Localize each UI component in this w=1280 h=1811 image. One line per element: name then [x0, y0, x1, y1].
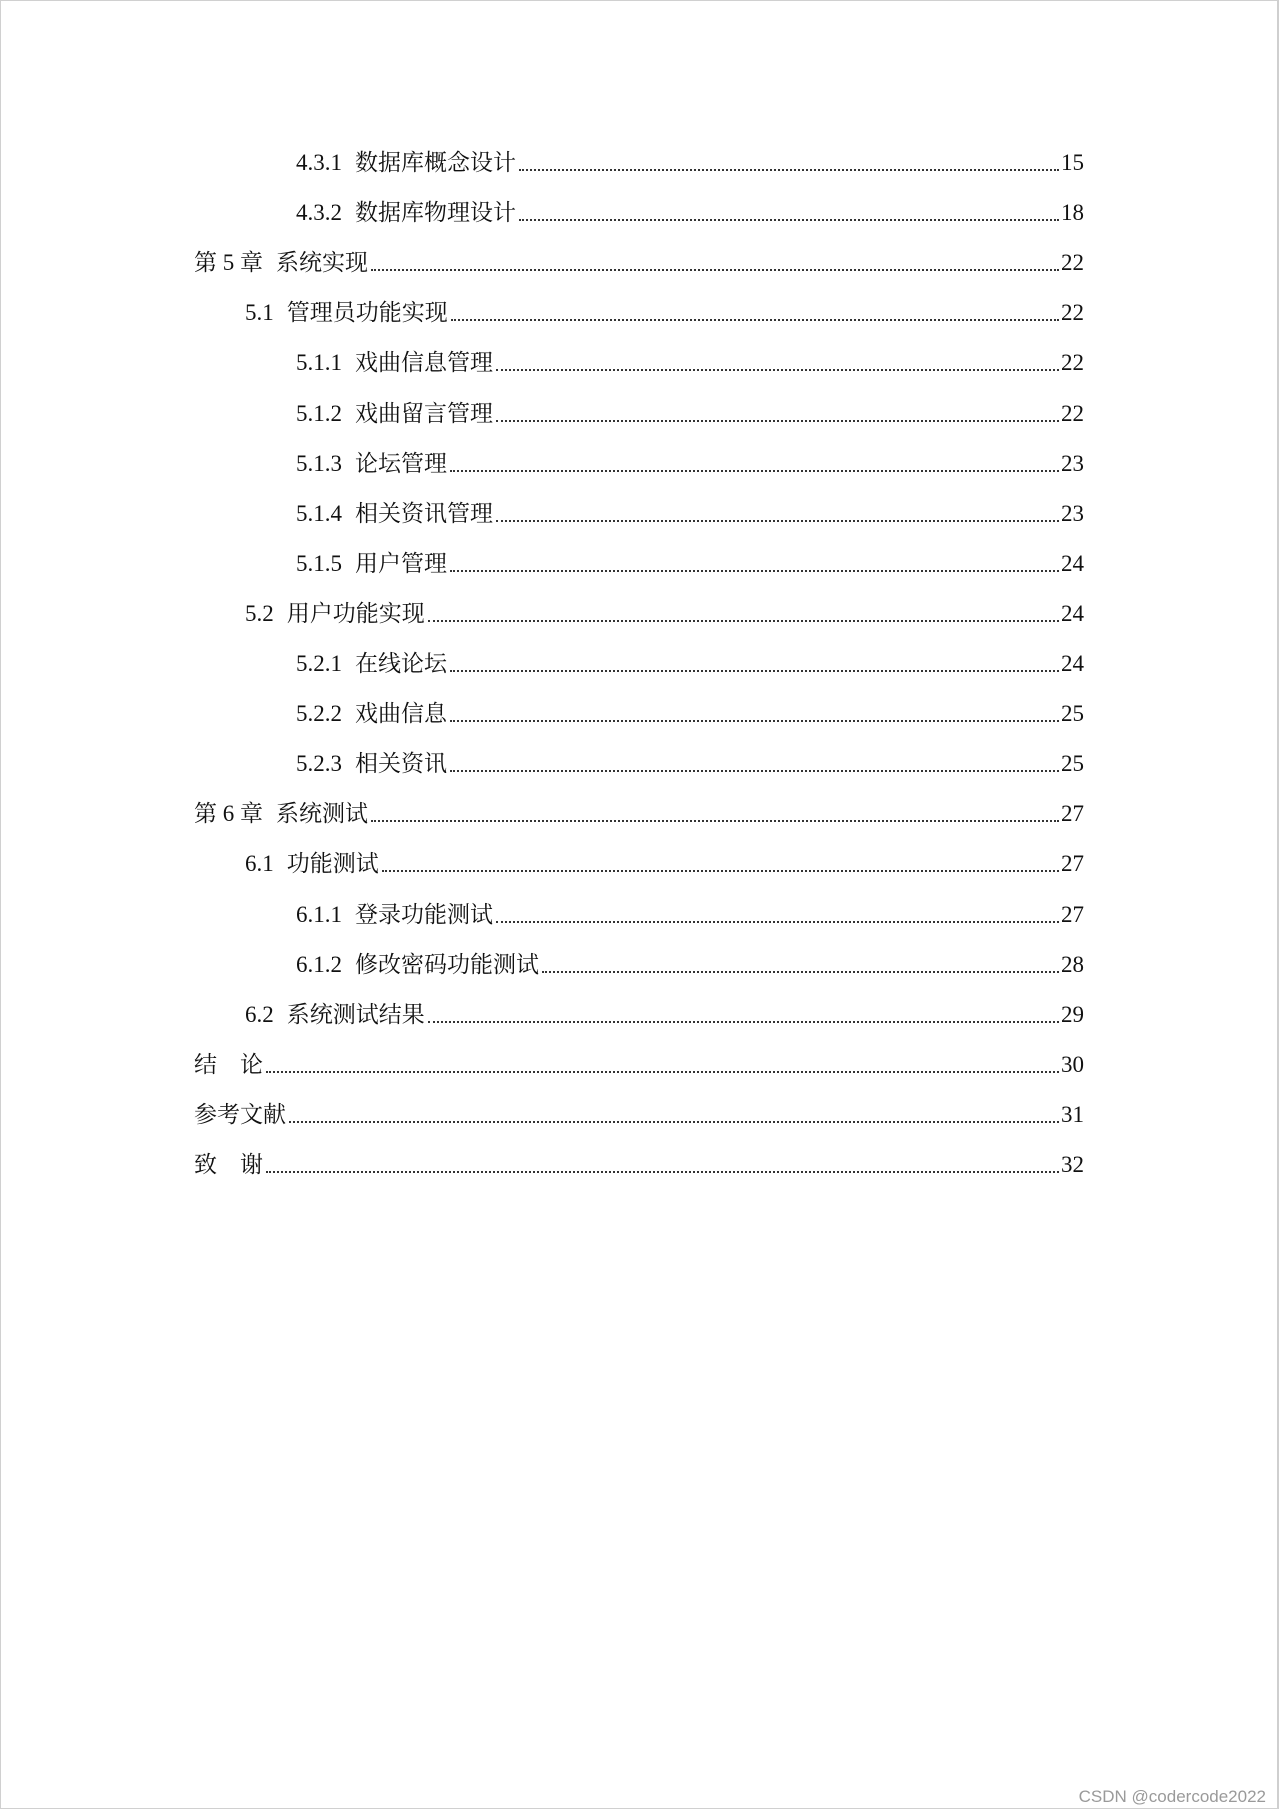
toc-entry-title: 致 谢	[194, 1152, 263, 1177]
toc-entry-title: 系统测试	[276, 801, 368, 827]
toc-entry-page: 22	[1061, 350, 1084, 376]
toc-entry-title: 戏曲信息	[355, 701, 447, 727]
toc-entry-number: 4.3.2	[296, 200, 342, 226]
toc-entry-page: 27	[1061, 901, 1084, 927]
toc-entry-number: 5.2	[245, 600, 274, 626]
toc-entry-page: 28	[1061, 951, 1084, 977]
toc-entry-page: 24	[1061, 600, 1084, 626]
toc-entry-title: 戏曲留言管理	[355, 400, 493, 426]
toc-entry-number: 6.1.1	[296, 901, 342, 927]
toc-entry-title: 登录功能测试	[355, 901, 493, 927]
toc-entry-page: 27	[1061, 851, 1084, 877]
toc-entry-number: 5.1.1	[296, 350, 342, 376]
watermark: CSDN @codercode2022	[1078, 1787, 1266, 1806]
toc-entry-title: 用户功能实现	[286, 600, 425, 626]
dot-leader	[382, 869, 1059, 872]
dot-leader	[289, 1120, 1059, 1123]
toc-entry-page: 24	[1061, 651, 1084, 676]
toc-entry-page: 27	[1061, 801, 1084, 827]
toc-entry[interactable]	[296, 198, 1084, 228]
toc-entry-page: 22	[1061, 300, 1084, 326]
toc-entry[interactable]	[296, 148, 1084, 178]
toc-entry-page: 25	[1061, 751, 1084, 777]
dot-leader	[450, 469, 1059, 472]
toc-entry-title: 功能测试	[286, 851, 379, 877]
toc-entry-title: 修改密码功能测试	[355, 951, 539, 977]
toc-entry-number: 6.2	[245, 1001, 274, 1027]
toc-entry-number: 5.2.3	[296, 751, 342, 777]
toc-entry-title: 管理员功能实现	[286, 300, 448, 326]
toc-entry[interactable]	[245, 298, 1084, 328]
dot-leader	[496, 519, 1059, 522]
toc-entry-page: 25	[1061, 701, 1084, 727]
toc-entry-title: 在线论坛	[355, 651, 447, 676]
toc-entry-number: 5.2.1	[296, 651, 342, 676]
toc-entry-page: 22	[1061, 400, 1084, 426]
toc-entry[interactable]	[296, 749, 1084, 779]
toc-entry-page: 24	[1061, 550, 1084, 576]
dot-leader	[428, 619, 1059, 622]
toc-entry-title: 用户管理	[355, 550, 447, 576]
toc-entry-number: 第 5 章	[194, 250, 263, 276]
toc-entry-page: 31	[1061, 1101, 1084, 1127]
toc-entry-page: 29	[1061, 1001, 1084, 1027]
dot-leader	[496, 920, 1059, 923]
toc-entry[interactable]	[194, 1150, 1084, 1180]
toc-entry-page: 22	[1061, 250, 1084, 276]
toc-entry[interactable]	[194, 248, 1084, 278]
toc-entry[interactable]	[296, 399, 1084, 429]
toc-entry[interactable]	[194, 799, 1084, 829]
toc-entry[interactable]	[245, 849, 1084, 879]
toc-entry[interactable]	[296, 348, 1084, 378]
dot-leader	[450, 569, 1059, 572]
toc-entry-title: 系统测试结果	[286, 1001, 425, 1027]
toc-entry-page: 18	[1061, 200, 1084, 226]
toc-entry[interactable]	[194, 1100, 1084, 1130]
dot-leader	[496, 419, 1059, 422]
toc-entry-title: 数据库物理设计	[355, 200, 516, 226]
toc-entry-title: 戏曲信息管理	[355, 350, 493, 376]
toc-entry-number: 5.1.2	[296, 400, 342, 426]
toc-entry[interactable]	[296, 649, 1084, 679]
toc-entry-page: 23	[1061, 500, 1084, 526]
dot-leader	[428, 1020, 1059, 1023]
dot-leader	[496, 368, 1059, 371]
toc-entry-number: 5.1.4	[296, 500, 342, 526]
toc-entry-page: 15	[1061, 150, 1084, 175]
toc-entry-page: 23	[1061, 450, 1084, 476]
toc-entry-number: 5.1.5	[296, 550, 342, 576]
toc-entry-title: 参考文献	[194, 1101, 286, 1127]
toc-entry-title: 论坛管理	[355, 450, 447, 476]
dot-leader	[371, 819, 1059, 822]
toc-entry[interactable]	[296, 549, 1084, 579]
toc-entry[interactable]	[245, 599, 1084, 629]
toc-entry-page: 32	[1061, 1152, 1084, 1177]
toc-entry[interactable]	[296, 950, 1084, 980]
dot-leader	[450, 769, 1059, 772]
toc-entry-number: 6.1	[245, 851, 274, 877]
dot-leader	[542, 970, 1059, 973]
dot-leader	[451, 318, 1059, 321]
dot-leader	[371, 268, 1059, 271]
toc-entry-number: 第 6 章	[194, 801, 263, 827]
toc-entry-title: 结 论	[194, 1051, 263, 1077]
toc-entry-number: 4.3.1	[296, 150, 342, 175]
dot-leader	[266, 1070, 1059, 1073]
toc-entry[interactable]	[245, 1000, 1084, 1030]
dot-leader	[519, 168, 1059, 171]
toc-entry-title: 数据库概念设计	[355, 150, 516, 175]
dot-leader	[450, 669, 1059, 672]
toc-entry[interactable]	[296, 699, 1084, 729]
toc-entry[interactable]	[296, 900, 1084, 930]
toc-entry-number: 5.2.2	[296, 701, 342, 727]
dot-leader	[519, 218, 1059, 221]
toc-entry-title: 系统实现	[276, 250, 368, 276]
dot-leader	[266, 1170, 1059, 1173]
toc-entry[interactable]	[296, 499, 1084, 529]
toc-entry[interactable]	[194, 1050, 1084, 1080]
dot-leader	[450, 719, 1059, 722]
toc-entry-page: 30	[1061, 1051, 1084, 1077]
toc-entry-number: 5.1.3	[296, 450, 342, 476]
toc-entry-title: 相关资讯管理	[355, 500, 493, 526]
toc-entry[interactable]	[296, 449, 1084, 479]
toc-entry-title: 相关资讯	[355, 751, 447, 777]
toc-entry-number: 6.1.2	[296, 951, 342, 977]
toc-entry-number: 5.1	[245, 300, 274, 326]
